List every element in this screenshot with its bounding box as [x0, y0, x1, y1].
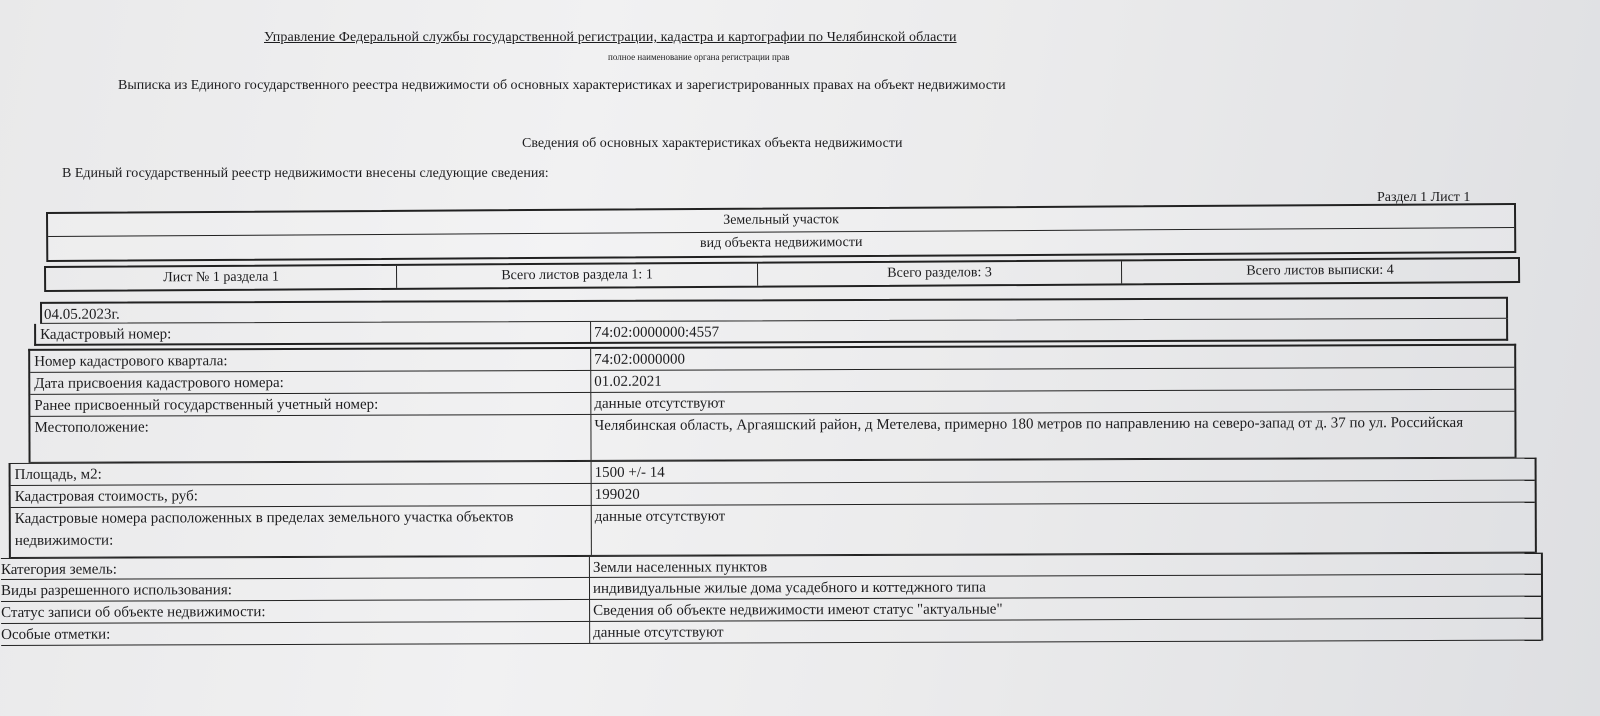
section-sheet-label: Раздел 1 Лист 1 [1377, 190, 1471, 205]
field-label: Категория земель: [1, 557, 590, 579]
field-value: данные отсутствуют [593, 624, 724, 641]
field-label: Номер кадастрового квартала: [30, 349, 591, 372]
field-value: Сведения об объекте недвижимости имеют статус "актуальные" [593, 601, 1003, 619]
authority-caption: полное наименование органа регистрации прав [608, 52, 790, 62]
table-row [30, 412, 1514, 463]
sheet-info-row [44, 257, 1520, 292]
field-label: Особые отметки: [1, 622, 590, 645]
field-label: Площадь, м2: [11, 462, 592, 485]
authority-name: Управление Федеральной службы государственной регистрации, кадастра и картографии по Челябинской области [264, 30, 957, 45]
sheet-number: Лист № 1 раздела 1 [46, 266, 397, 290]
field-label: Статус записи об объекте недвижимости: [1, 600, 590, 623]
document-title: Выписка из Единого государственного реестра недвижимости об основных характеристиках и зарегистрированных правах на объект недвижимости [118, 78, 1006, 93]
field-value: данные отсутствуют [594, 395, 725, 412]
intro-text: В Единый государственный реестр недвижимости внесены следующие сведения: [62, 166, 549, 181]
field-label: Ранее присвоенный государственный учетный номер: [30, 393, 591, 416]
total-sheets-extract: Всего листов выписки: 4 [1246, 262, 1394, 279]
field-value: Челябинская область, Аргаяшский район, д Метелева, примерно 180 метров по направлению на северо-запад от д. 37 по ул. Российская [594, 414, 1464, 434]
field-label: Кадастровые номера расположенных в пределах земельного участка объектов недвижимости: [11, 506, 592, 557]
field-value: 199020 [594, 486, 640, 503]
object-type-box [46, 203, 1516, 262]
field-value: Земли населенных пунктов [592, 559, 768, 576]
characteristics-table [0, 297, 1541, 646]
field-label: Дата присвоения кадастрового номера: [30, 371, 591, 394]
extract-date: 04.05.2023г. [40, 297, 1508, 324]
total-sheets-section: Всего листов раздела 1: 1 [397, 264, 758, 288]
field-label: Местоположение: [30, 415, 591, 462]
details-block-bottom [1, 553, 1543, 646]
section-title: Сведения об основных характеристиках объекта недвижимости [522, 136, 903, 151]
table-row [1, 619, 1541, 646]
field-label: Кадастровый номер: [36, 322, 591, 344]
field-value: 74:02:0000000:4557 [594, 324, 720, 341]
details-block [28, 344, 1516, 463]
object-type: Земельный участок [723, 212, 839, 228]
table-row [11, 503, 1535, 558]
field-value: 74:02:0000000 [594, 351, 686, 368]
field-value: индивидуальные жилые дома усадебного и коттеджного типа [592, 579, 986, 597]
field-value: 01.02.2021 [594, 373, 662, 390]
total-sections: Всего разделов: 3 [758, 261, 1122, 285]
details-block-lower [9, 458, 1537, 558]
object-type-caption: вид объекта недвижимости [48, 227, 1514, 259]
field-value: 1500 +/- 14 [594, 464, 665, 481]
field-label: Кадастровая стоимость, руб: [11, 484, 592, 507]
field-label: Виды разрешенного использования: [1, 578, 590, 601]
field-value: данные отсутствуют [594, 508, 726, 525]
